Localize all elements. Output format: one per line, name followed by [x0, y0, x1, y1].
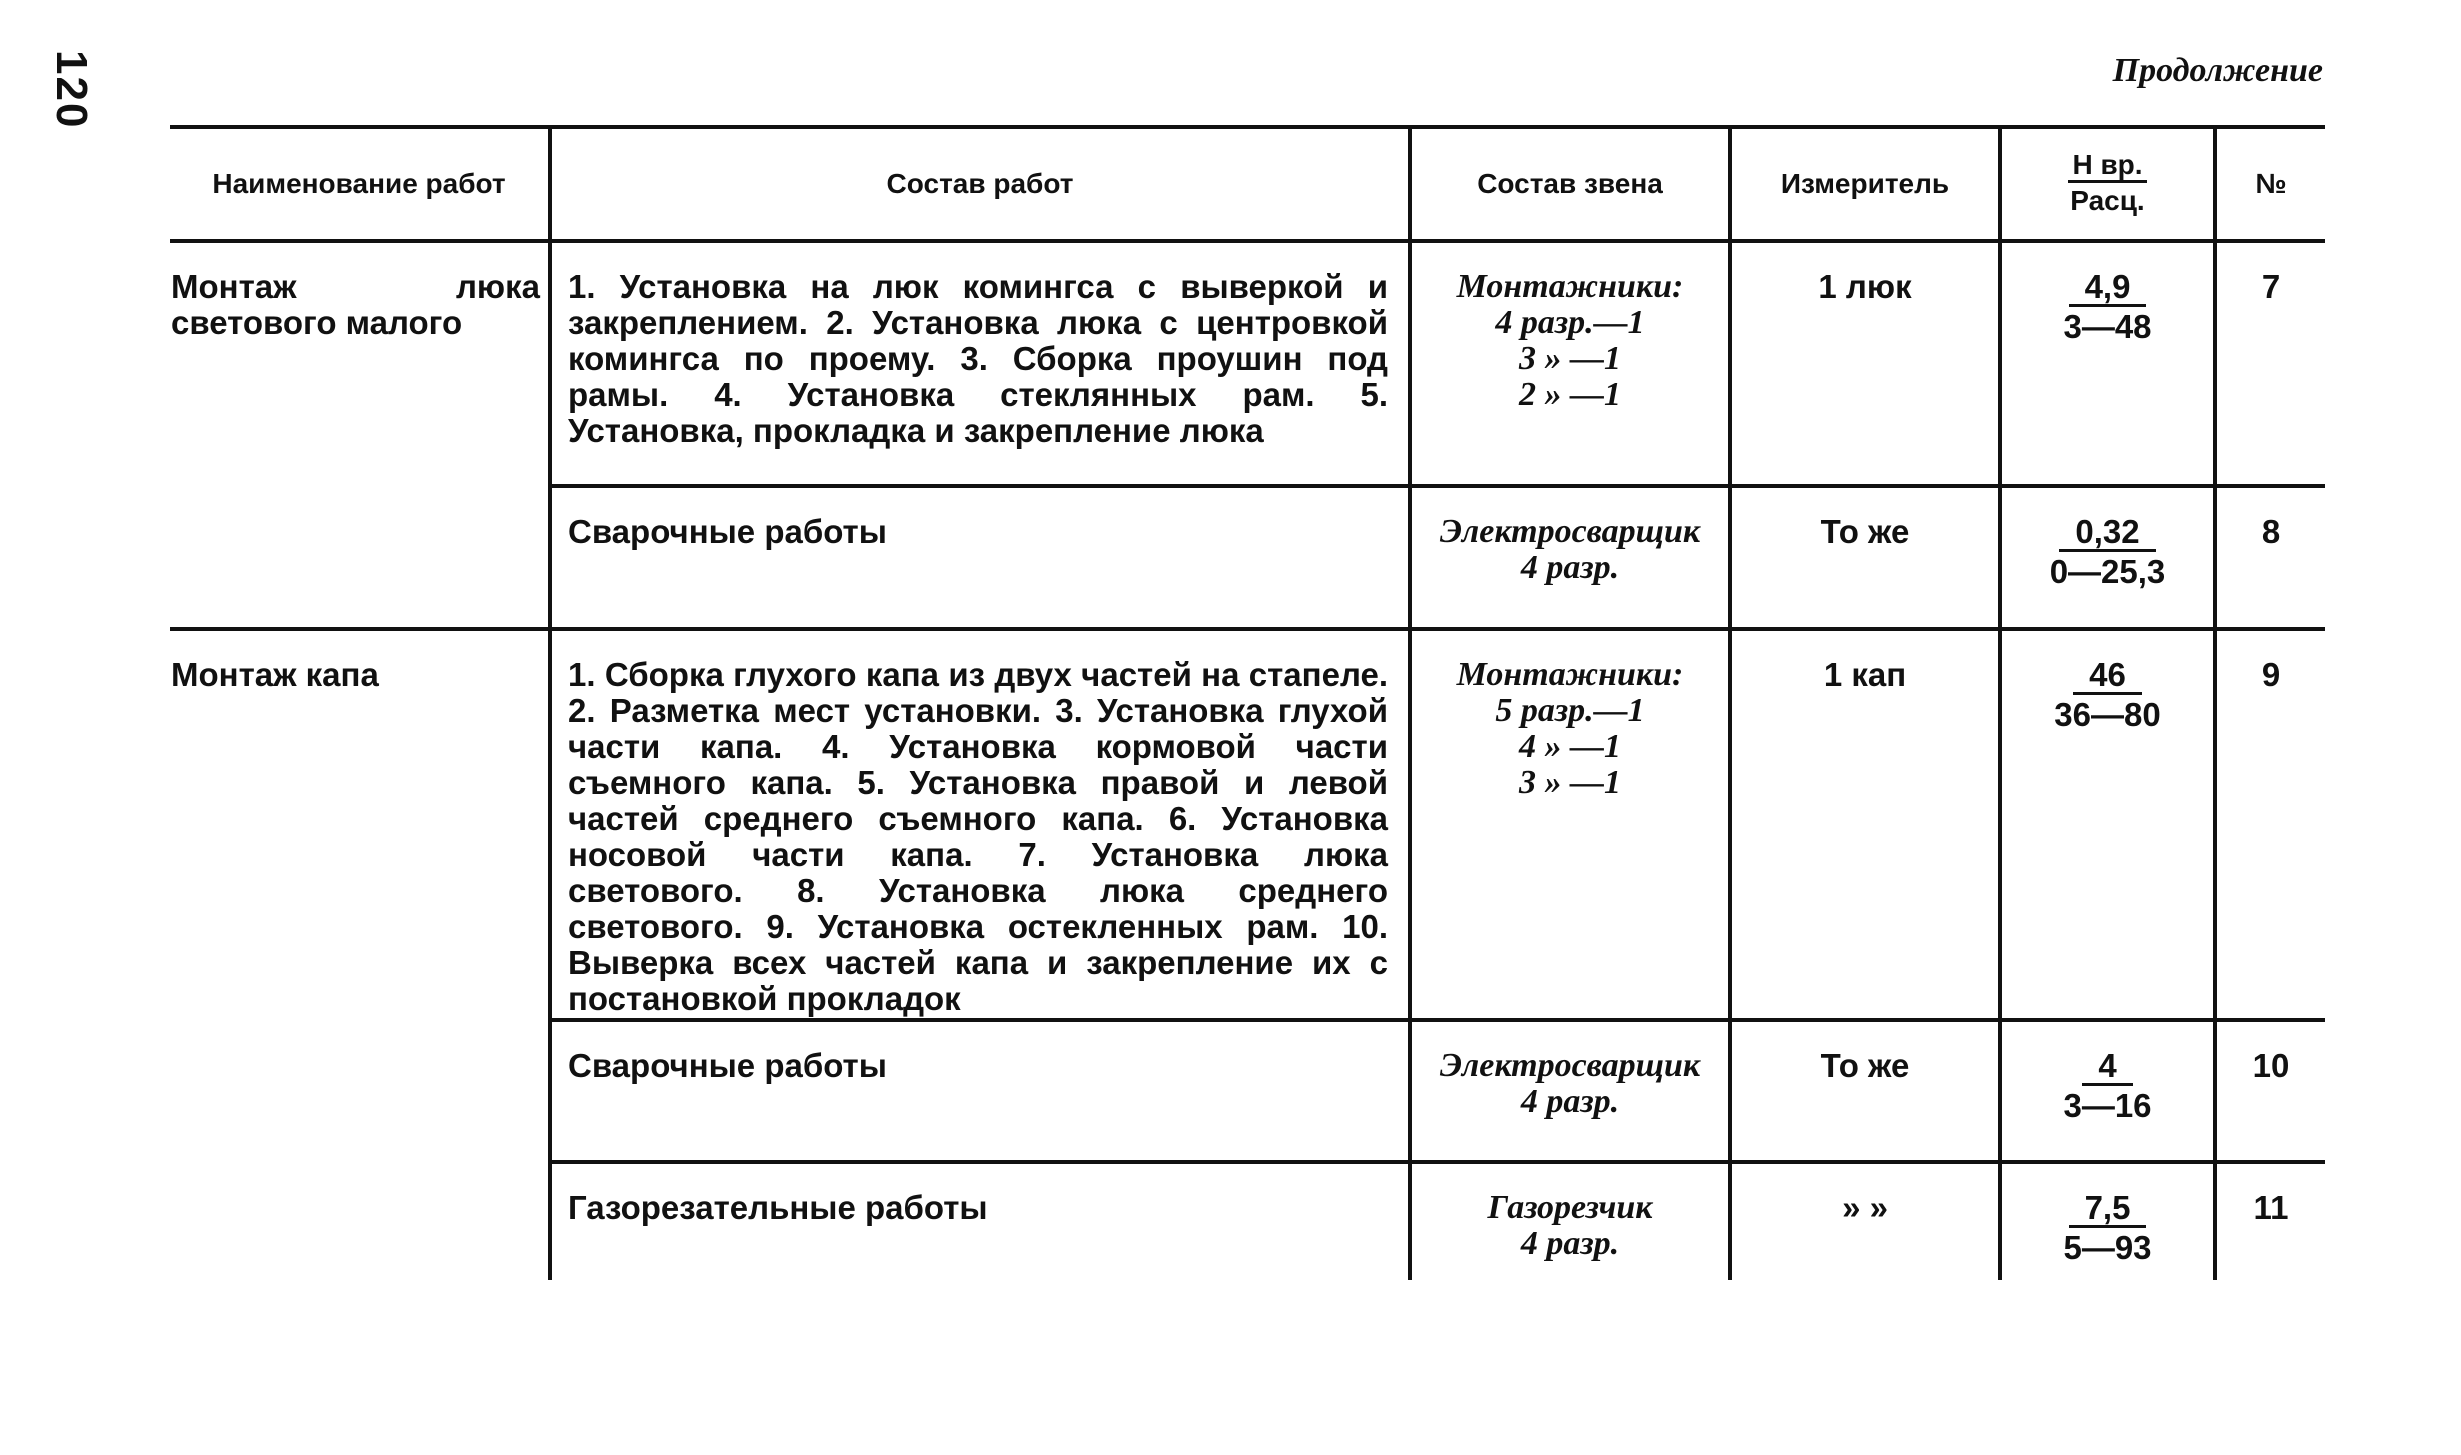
work-composition: Сварочные работы — [550, 1020, 1410, 1162]
row-number: 9 — [2215, 629, 2325, 1020]
norm-time: 4,9 — [2069, 270, 2147, 307]
crew-composition — [1410, 1020, 1730, 1162]
crew-composition — [1410, 241, 1730, 486]
header-norm — [2000, 127, 2215, 241]
unit: То же — [1730, 1020, 2000, 1162]
table-row — [170, 241, 2325, 486]
norms-table — [170, 125, 2325, 1280]
table-row — [170, 1162, 2325, 1280]
crew-line: 2 » —1 — [1519, 376, 1621, 413]
row-number: 7 — [2215, 241, 2325, 486]
crew-line: Электросварщик — [1439, 513, 1701, 550]
norm-fraction — [2000, 486, 2215, 629]
rate: 5—93 — [2063, 1229, 2152, 1266]
continuation-label: Продолжение — [2112, 52, 2323, 89]
header-rate: Расц. — [2070, 185, 2145, 216]
page-number: 120 — [47, 50, 96, 130]
rate: 0—25,3 — [2049, 553, 2166, 590]
unit: 1 кап — [1730, 629, 2000, 1020]
work-name — [170, 1020, 550, 1162]
table-row — [170, 629, 2325, 1020]
norm-time: 7,5 — [2069, 1191, 2147, 1228]
row-number: 11 — [2215, 1162, 2325, 1280]
crew-line: 5 разр.—1 — [1495, 692, 1645, 729]
crew-composition — [1410, 486, 1730, 629]
crew-line: 3 » —1 — [1519, 764, 1621, 801]
crew-line: Монтажники: — [1456, 656, 1684, 693]
header-name: Наименование работ — [170, 127, 550, 241]
crew-line: 4 разр. — [1520, 1083, 1620, 1120]
norm-fraction — [2000, 1162, 2215, 1280]
row-number: 8 — [2215, 486, 2325, 629]
crew-composition — [1410, 1162, 1730, 1280]
rate: 3—48 — [2063, 308, 2152, 345]
norm-time: 46 — [2073, 658, 2142, 695]
crew-line: Монтажники: — [1456, 268, 1684, 305]
crew-composition — [1410, 629, 1730, 1020]
work-composition: Сварочные работы — [550, 486, 1410, 629]
crew-line: Газорезчик — [1487, 1189, 1653, 1226]
crew-line: 4 разр.—1 — [1495, 304, 1645, 341]
rate: 3—16 — [2063, 1087, 2152, 1124]
header-number: № — [2215, 127, 2325, 241]
norm-time: 4 — [2082, 1049, 2132, 1086]
unit: » » — [1730, 1162, 2000, 1280]
header-norm-time: Н вр. — [2068, 150, 2146, 183]
header-crew: Состав звена — [1410, 127, 1730, 241]
header-composition: Состав работ — [550, 127, 1410, 241]
table-row — [170, 486, 2325, 629]
work-name: Монтаж капа — [170, 629, 550, 1020]
table-row — [170, 1020, 2325, 1162]
row-number: 10 — [2215, 1020, 2325, 1162]
unit: То же — [1730, 486, 2000, 629]
crew-line: Электросварщик — [1439, 1047, 1701, 1084]
crew-line: 3 » —1 — [1519, 340, 1621, 377]
norm-fraction — [2000, 629, 2215, 1020]
work-composition: 1. Установка на люк комингса с выверкой и закреплением. 2. Установка люка с центровкой комингса по проему. 3. Сборка проушин под рамы. 4. Установка стеклянных рам. 5. Установка, прокладка и закрепление люка — [550, 241, 1410, 486]
work-composition: 1. Сборка глухого капа из двух частей на стапеле. 2. Разметка мест установки. 3. Установка глухой части капа. 4. Установка кормовой части съемного капа. 5. Установка правой и левой частей среднего съемного капа. 6. Установка носовой части капа. 7. Установка люка светового. 8. Установка люка среднего светового. 9. Установка остекленных рам. 10. Выверка всех частей капа и закрепление их с постановкой прокладок — [550, 629, 1410, 1020]
header-unit: Измеритель — [1730, 127, 2000, 241]
crew-line: 4 разр. — [1520, 549, 1620, 586]
crew-line: 4 » —1 — [1519, 728, 1621, 765]
work-name — [170, 486, 550, 629]
crew-line: 4 разр. — [1520, 1225, 1620, 1262]
table-header-row — [170, 127, 2325, 241]
work-name — [170, 1162, 550, 1280]
norm-time: 0,32 — [2059, 515, 2155, 552]
norm-fraction — [2000, 1020, 2215, 1162]
norm-fraction — [2000, 241, 2215, 486]
rate: 36—80 — [2054, 696, 2161, 733]
work-composition: Газорезательные работы — [550, 1162, 1410, 1280]
work-name: Монтаж люка светового малого — [171, 268, 540, 341]
unit: 1 люк — [1730, 241, 2000, 486]
